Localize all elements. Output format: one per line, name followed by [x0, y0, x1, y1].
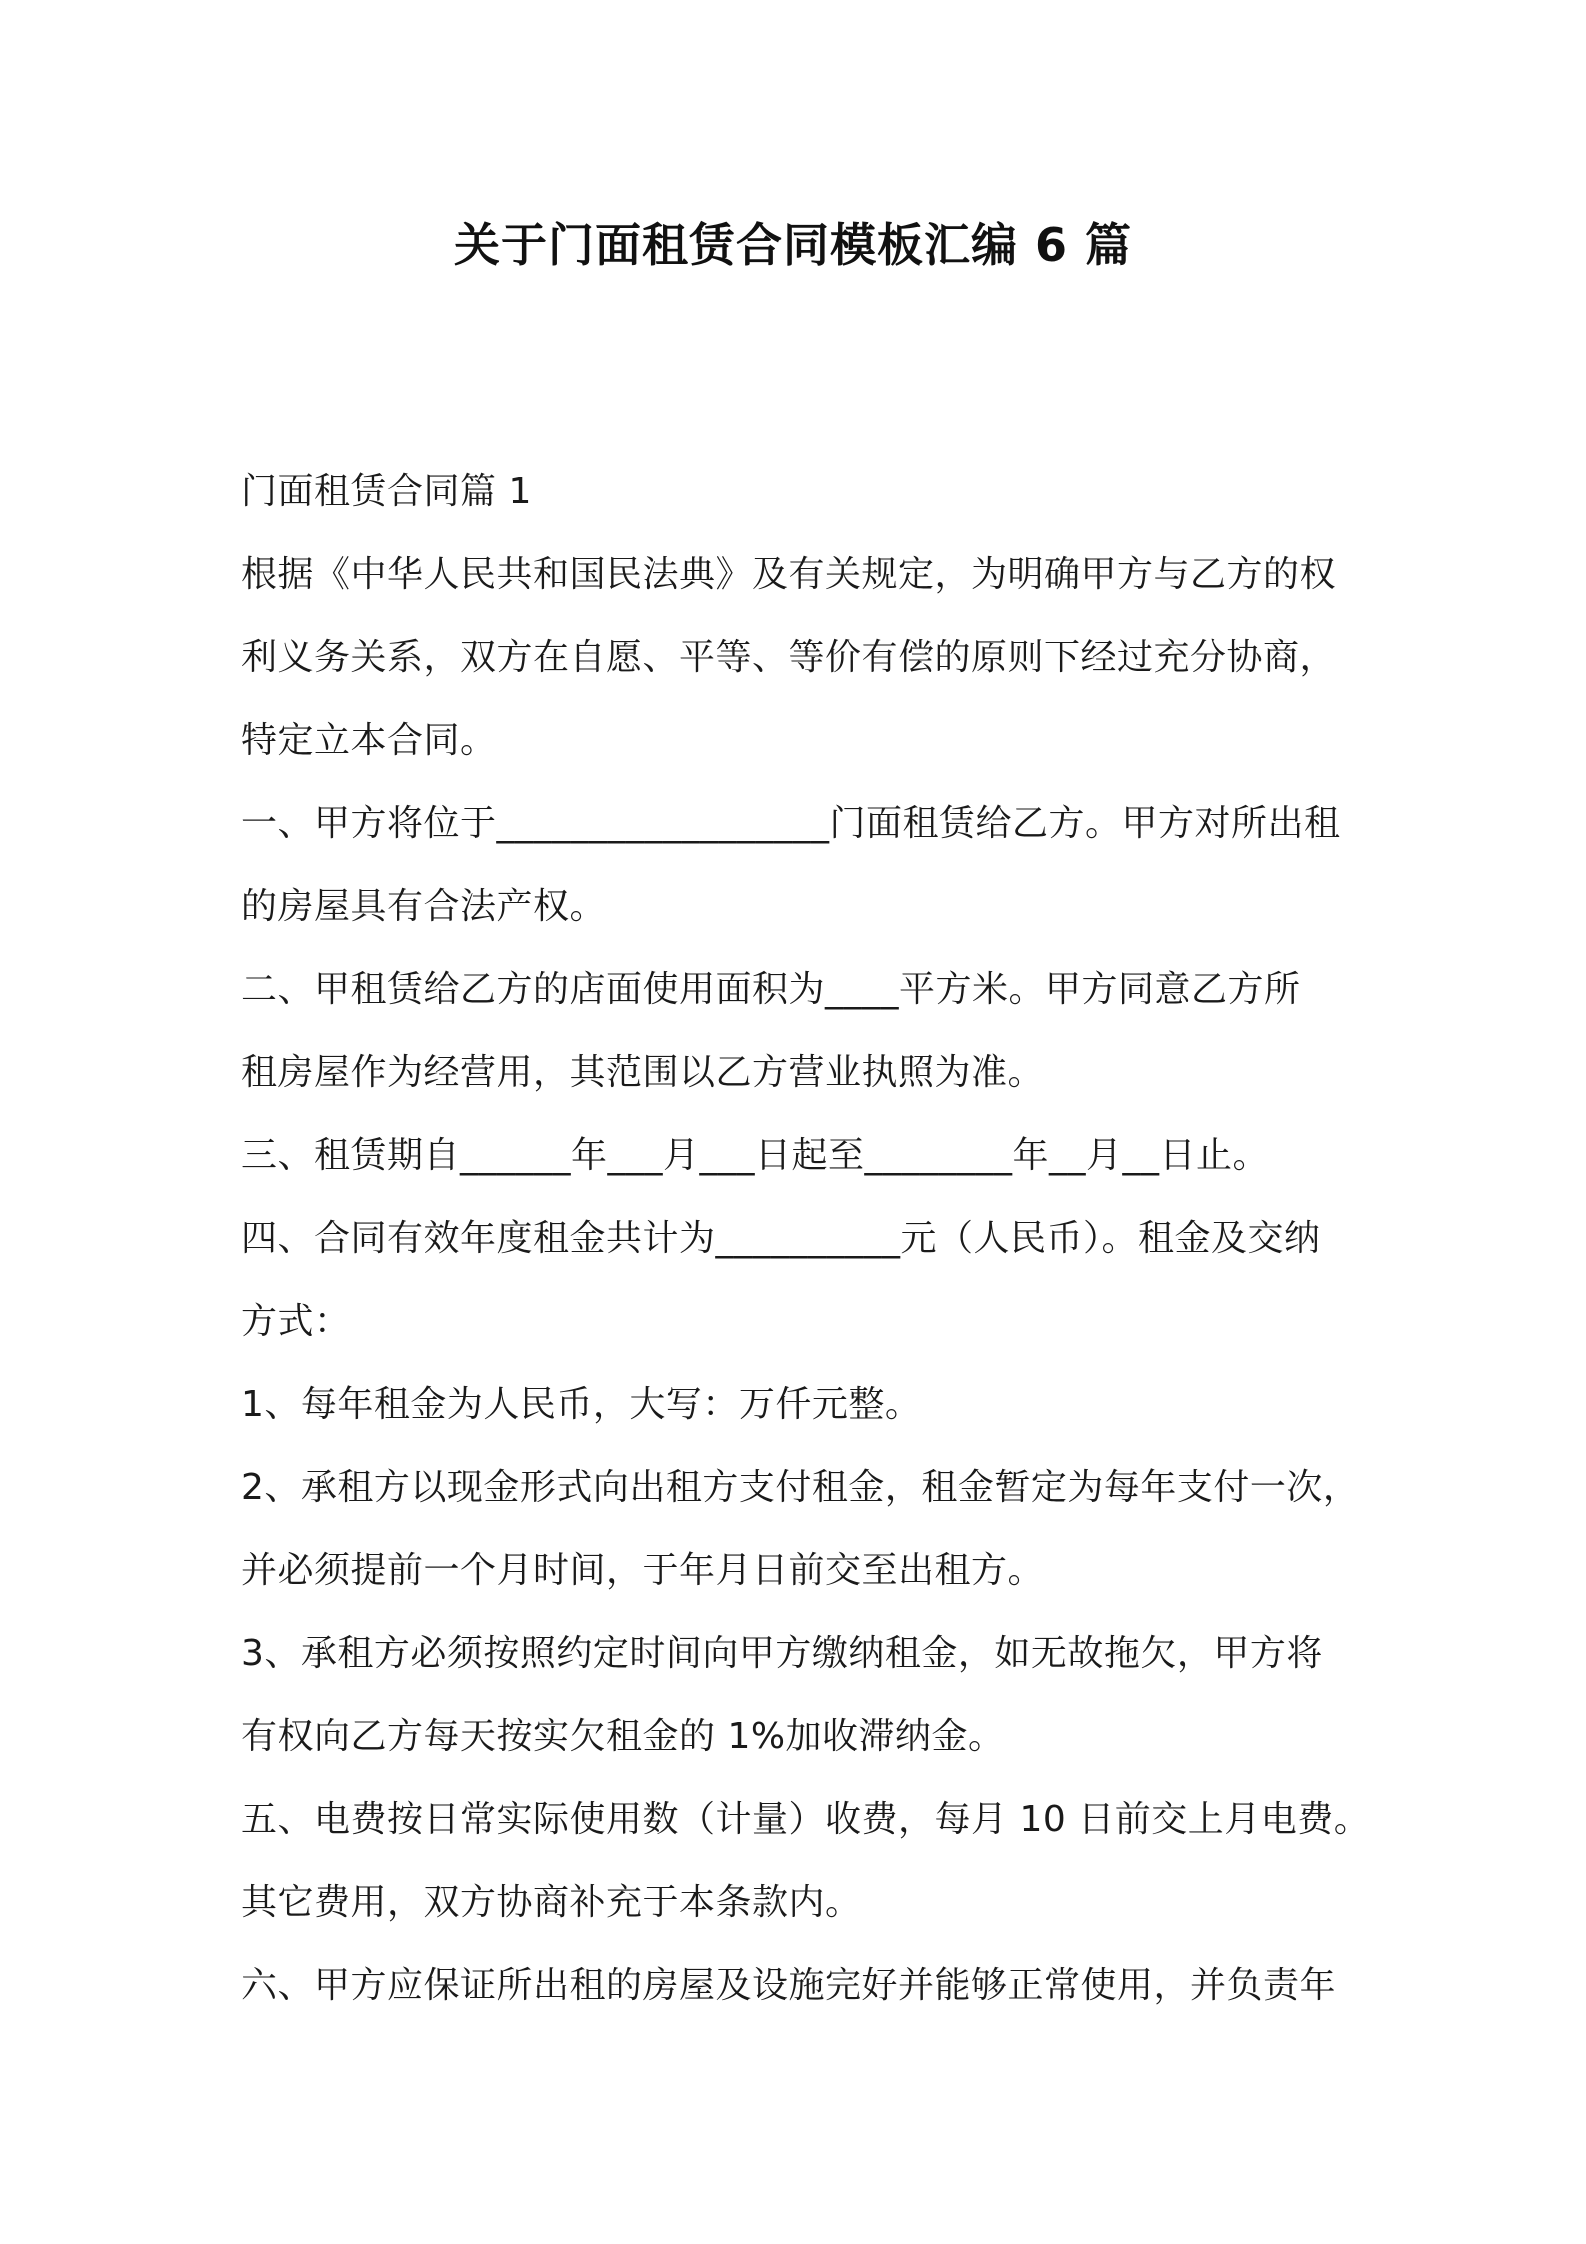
body-line: 租房屋作为经营用，其范围以乙方营业执照为准。 — [241, 1052, 1045, 1093]
body-line: 三、租赁期自______年___月___日起至________年__月__日止。 — [241, 1135, 1270, 1176]
body-line: 其它费用，双方协商补充于本条款内。 — [241, 1882, 862, 1923]
body-line: 二、甲租赁给乙方的店面使用面积为____平方米。甲方同意乙方所 — [241, 969, 1301, 1010]
body-line: 1、每年租金为人民币，大写：万仟元整。 — [241, 1384, 922, 1425]
section-heading: 门面租赁合同篇 1 — [241, 471, 532, 512]
body-line: 根据《中华人民共和国民法典》及有关规定，为明确甲方与乙方的权 — [241, 554, 1337, 595]
body-line: 3、承租方必须按照约定时间向甲方缴纳租金，如无故拖欠，甲方将 — [241, 1633, 1323, 1674]
document-title: 关于门面租赁合同模板汇编 6 篇 — [453, 218, 1133, 272]
body-line: 并必须提前一个月时间，于年月日前交至出租方。 — [241, 1550, 1045, 1591]
body-line: 利义务关系，双方在自愿、平等、等价有偿的原则下经过充分协商， — [241, 637, 1337, 678]
document-body — [241, 450, 1371, 2027]
body-line: 四、合同有效年度租金共计为__________元（人民币）。租金及交纳 — [241, 1218, 1321, 1259]
body-line: 有权向乙方每天按实欠租金的 1%加收滞纳金。 — [241, 1716, 1005, 1757]
body-line: 一、甲方将位于__________________门面租赁给乙方。甲方对所出租 — [241, 803, 1341, 844]
body-line: 特定立本合同。 — [241, 720, 497, 761]
body-line: 五、电费按日常实际使用数（计量）收费，每月 10 日前交上月电费。 — [241, 1799, 1371, 1840]
body-line: 方式： — [241, 1301, 351, 1342]
body-line: 2、承租方以现金形式向出租方支付租金，租金暂定为每年支付一次， — [241, 1467, 1360, 1508]
body-line: 六、甲方应保证所出租的房屋及设施完好并能够正常使用，并负责年 — [241, 1965, 1337, 2006]
body-line: 的房屋具有合法产权。 — [241, 886, 607, 927]
